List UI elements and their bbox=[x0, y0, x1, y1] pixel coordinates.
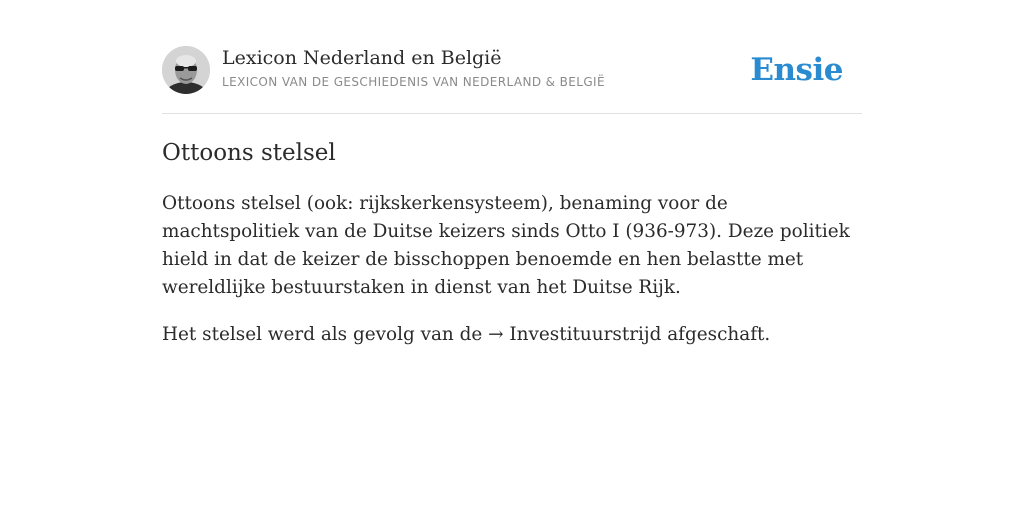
paragraph-2-text-before: Het stelsel werd als gevolg van de bbox=[162, 324, 489, 345]
brand-logo-link[interactable]: Ensie bbox=[750, 52, 843, 88]
entry-title: Ottoons stelsel bbox=[162, 140, 336, 166]
author-avatar[interactable] bbox=[162, 46, 210, 94]
avatar-photo-icon bbox=[162, 46, 210, 94]
entry-content bbox=[162, 136, 862, 349]
entry-paragraph-2 bbox=[162, 321, 862, 349]
site-header bbox=[162, 46, 862, 114]
entry-paragraph-1: Ottoons stelsel (ook: rijkskerkensysteem), benaming voor de machtspolitiek van de Duitse keizers sinds Otto I (936-973). Deze politiek hield in dat de keizer de bisschoppen benoemde en hen belastte met wereldlijke bestuurstaken in dienst van het Duitse Rijk. bbox=[162, 193, 850, 298]
investituurstrijd-link[interactable]: Investituurstrijd bbox=[509, 324, 662, 345]
site-title-link[interactable]: Lexicon Nederland en België bbox=[222, 47, 502, 69]
site-subtitle: LEXICON VAN DE GESCHIEDENIS VAN NEDERLAND & BELGIË bbox=[222, 75, 605, 89]
paragraph-2-text-after: afgeschaft. bbox=[661, 324, 771, 345]
cross-reference-arrow-icon: → bbox=[488, 324, 504, 345]
